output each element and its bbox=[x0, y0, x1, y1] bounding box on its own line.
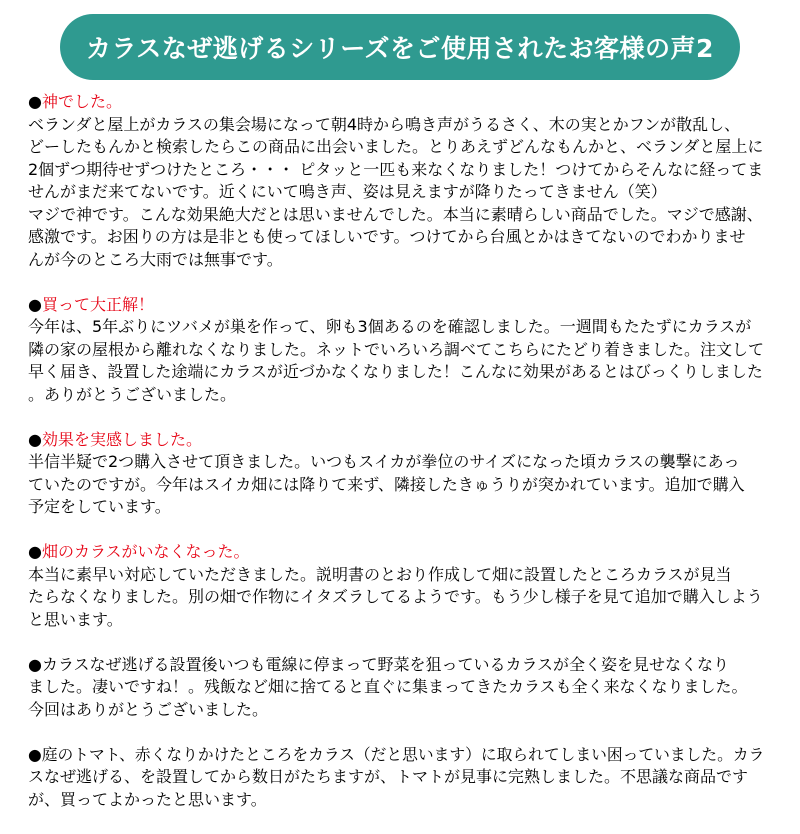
review-line: ベランダと屋上がカラスの集会場になって朝4時から鳴き声がうるさく、木の実とかフンが散乱し、 bbox=[28, 114, 741, 134]
review-line: 半信半疑で2つ購入させて頂きました。いつもスイカが拳位のサイズになった頃カラスの襲撃にあっ bbox=[28, 452, 740, 471]
review-item bbox=[28, 294, 772, 407]
review-heading-text: 畑のカラスがいなくなった。 bbox=[41, 542, 250, 561]
review-heading bbox=[28, 91, 772, 114]
review-line: ました。凄いですね！。残飯など畑に捨てると直ぐに集まってきたカラスも全く来なくなりました。 bbox=[28, 677, 748, 696]
review-line bbox=[28, 654, 772, 677]
review-line: スなぜ逃げる、を設置してから数日がたちますが、トマトが見事に完熟しました。不思議な商品です bbox=[28, 767, 749, 786]
review-item bbox=[28, 654, 772, 722]
review-line: 今年は、5年ぶりにツバメが巣を作って、卵も3個あるのを確認しました。一週間もたたずにカラスが bbox=[28, 317, 752, 336]
review-item bbox=[28, 744, 772, 812]
review-line: ていたのですが。今年はスイカ畑には降りて来ず、隣接したきゅうりが突かれています。追加で購入 bbox=[28, 474, 745, 494]
review-line: 隣の家の屋根から離れなくなりました。ネットでいろいろ調べてこちらにたどり着きました。注文して bbox=[28, 339, 765, 359]
review-line: 早く届き、設置した途端にカラスが近づかなくなりました！こんなに効果があるとはびっくりしました bbox=[28, 362, 763, 381]
review-line: が、買ってよかったと思います。 bbox=[28, 789, 267, 809]
review-line: と思います。 bbox=[28, 609, 123, 629]
review-line: 予定をしています。 bbox=[28, 497, 171, 516]
reviews-list bbox=[28, 91, 772, 834]
review-line: 感激です。お困りの方は是非とも使ってほしいです。つけてから台風とかはきてないのでわかりませ bbox=[28, 227, 746, 246]
review-line: せんがまだ来てないです。近くにいて鳴き声、姿は見えますが降りたってきません（笑） bbox=[28, 182, 667, 201]
bullet-icon: ● bbox=[28, 429, 42, 449]
review-heading bbox=[28, 429, 772, 452]
bullet-icon: ● bbox=[28, 654, 42, 674]
bullet-icon: ● bbox=[28, 744, 42, 764]
title-banner bbox=[60, 14, 740, 80]
review-heading-text: 効果を実感しました。 bbox=[41, 429, 202, 449]
review-heading bbox=[28, 541, 772, 564]
review-line: 本当に素早い対応していただきました。説明書のとおり作成して畑に設置したところカラスが見当 bbox=[28, 564, 732, 584]
review-line: 。ありがとうございました。 bbox=[28, 384, 237, 404]
review-heading-text: 買って大正解！ bbox=[41, 294, 154, 314]
review-line: んが今のところ大雨では無事です。 bbox=[28, 249, 283, 269]
review-line: 2個ずつ期待せずつけたところ・・・ ピタッと一匹も来なくなりました！つけてからそんなに経ってま bbox=[28, 159, 764, 179]
review-item bbox=[28, 429, 772, 519]
review-line-text: 庭のトマト、赤くなりかけたところをカラス（だと思います）に取られてしまい困っていました。カラ bbox=[41, 744, 765, 764]
review-line: 今回はありがとうございました。 bbox=[28, 699, 269, 719]
review-line bbox=[28, 744, 772, 767]
bullet-icon: ● bbox=[28, 92, 42, 111]
review-item bbox=[28, 91, 772, 271]
review-heading bbox=[28, 294, 772, 317]
review-line: どーしたもんかと検索したらこの商品に出会いました。とりあえずどんなもんかと、ベランダと屋上に bbox=[28, 137, 764, 156]
review-line: マジで神です。こんな効果絶大だとは思いませんでした。本当に素晴らしい商品でした。マジで感謝、 bbox=[28, 204, 763, 224]
review-item bbox=[28, 541, 772, 631]
review-line-text: カラスなぜ逃げる設置後いつも電線に停まって野菜を狙っているカラスが全く姿を見せなくなり bbox=[41, 654, 730, 674]
review-line: たらなくなりました。別の畑で作物にイタズラしてるようです。もう少し様子を見て追加で購入しよう bbox=[28, 587, 763, 606]
review-heading-text: 神でした。 bbox=[41, 92, 122, 111]
bullet-icon: ● bbox=[28, 294, 42, 314]
bullet-icon: ● bbox=[28, 542, 42, 561]
banner-title: カラスなぜ逃げるシリーズをご使用されたお客様の声2 bbox=[86, 34, 714, 63]
